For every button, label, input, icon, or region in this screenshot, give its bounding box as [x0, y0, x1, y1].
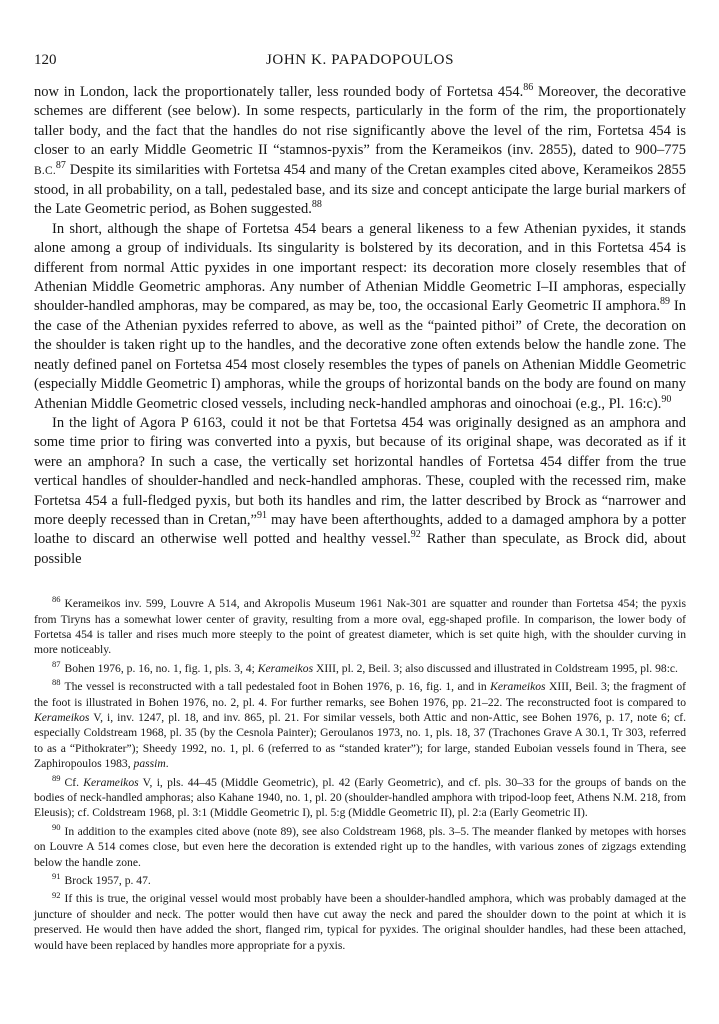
footnote-text: If this is true, the original vessel would most probably have been a shoulder-handled amphora, which was probably damaged at the juncture of shoulder and neck. The potter would then have cut away the neck and pared the shoulder down to the point at which it is preserved. He would then have added the short, flanged rim, typical for pyxides. The original shoulder handles, had these been attached, would have been replaced by handles more appropriate for a pyxis.: [34, 892, 686, 952]
footnote-text: V, i, pls. 44–45 (Middle Geometric), pl. 42 (Early Geometric), and cf. pls. 30–33 for the groups of bands on the bodies of neck-handled amphoras; also Kahane 1940, no. 1, pl. 20 (shoulder-handled amphora with tripod-loop feet, Athens N.M. 218, from Eleusis); cf. Coldstream 1968, pl. 3:1 (Middle Geometric I), pl. 5:g (Middle Geometric II), pl. 2:a (Early Geometric II).: [34, 775, 687, 820]
footnote-87: [34, 658, 686, 676]
footnote-number: 90: [52, 821, 61, 832]
italic-title: Kerameikos: [83, 775, 139, 789]
footnote-number: 86: [52, 594, 61, 605]
footnote-number: 91: [52, 871, 61, 882]
text-run: Moreover, the decorative schemes are different (see below). In some respects, particularly in the form of the rim, the proportionately taller body, and the fact that the handles do not rise significantly above the level of the rim, Fortetsa 454 is closer to an early Middle Geometric II “stamnos-pyxis” from the Kerameikos (inv. 2855), dated to 900–775: [34, 84, 686, 159]
footnote-91: [34, 873, 686, 888]
page: [34, 52, 686, 956]
note-ref-88[interactable]: 88: [311, 199, 322, 211]
footnote-text: XIII, Beil. 3; the fragment of the foot is illustrated in Bohen 1976, no. 2, pl. 4. For further remarks, see Bohen 1976, pp. 21–22. The reconstructed foot is compared to: [34, 680, 687, 709]
note-ref-92[interactable]: 92: [410, 529, 421, 541]
footnote-86: [34, 596, 686, 658]
text-run: may have been afterthoughts, added to a damaged amphora by a potter loathe to discard an otherwise well potted and healthy vessel.: [34, 511, 686, 548]
text-run: Despite its similarities with Fortetsa 454 and many of the Cretan examples cited above, Kerameikos 2855 stood, in all probability, on a tall, pedestaled base, and its size and concept anticipate the large burial markers of the Late Geometric period, as Bohen suggested.: [34, 161, 686, 218]
text-run: In short, although the shape of Fortetsa 454 bears a general likeness to a few Athenian pyxides, it stands alone among a group of individuals. Its singularity is bolstered by its decoration, and in this Fortetsa 454 is different from normal Attic pyxides in one important respect: its decoration more closely resembles that of Athenian Middle Geometric amphoras. Any number of Athenian Middle Geometric I–II amphoras, especially shoulder-handled amphoras, may be compared, as may be, too, the occasional Early Geometric II amphora.: [34, 220, 686, 315]
paragraph: [34, 414, 686, 569]
footnote-90: [34, 821, 686, 870]
note-ref-86[interactable]: 86: [523, 82, 534, 94]
paragraph: [34, 83, 686, 220]
note-ref-90[interactable]: 90: [661, 393, 672, 405]
body-text: [34, 83, 686, 569]
italic-title: Kerameikos: [257, 661, 314, 675]
footnote-text: Brock 1957, p. 47.: [64, 874, 151, 888]
footnote-number: 87: [52, 658, 61, 669]
text-run: Rather than speculate, as Brock did, about possible: [34, 531, 686, 567]
italic-title: Kerameikos: [34, 711, 90, 724]
footnote-text: The vessel is reconstructed with a tall pedestaled foot in Bohen 1976, p. 16, fig. 1, and in: [64, 680, 491, 694]
note-ref-91[interactable]: 91: [256, 510, 267, 522]
footnote-text: XIII, pl. 2, Beil. 3; also discussed and illustrated in Coldstream 1995, pl. 98:c.: [313, 661, 678, 675]
text-run: In the case of the Athenian pyxides referred to above, as well as the “painted pithoi” of Crete, the decoration on the shoulder is taken right up to the handles, and the decorative zone often extends below the handle zone. The neatly defined panel on Fortetsa 454 most closely resembles the types of panels on Athenian Middle Geometric (especially Middle Geometric I) amphoras, while the groups of horizontal bands on the body are found on many Athenian Middle Geometric closed vessels, including neck-handled amphoras and oinochoai (e.g., Pl. 16:c).: [34, 298, 686, 412]
running-title: JOHN K. PAPADOPOULOS: [265, 52, 455, 68]
footnotes: [34, 596, 686, 953]
footnote-text: Cf.: [64, 775, 84, 789]
note-ref-87[interactable]: 87: [55, 159, 66, 171]
footnote-number: 88: [52, 677, 61, 688]
era-abbreviation: B.C.: [34, 164, 56, 177]
footnote-92: [34, 891, 686, 953]
paragraph: [34, 220, 686, 414]
footnote-text: V, i, inv. 1247, pl. 18, and inv. 865, pl. 21. For similar vessels, both Attic and non-Attic, see Bohen 1976, p. 17, note 6; cf. especially Coldstream 1968, pl. 35 (by the Cesnola Painter); Geroulanos 1973, no. 1, pls. 18, 37 (Trachones Grave A 30.1, Tr 303, referred to as a “Pithokrater”); Sheedy 1992, no. 1, pl. 6 (referred to as “standed krater”); for large, standed Euboian vessels found in Thera, see Zaphiropoulos 1983,: [34, 711, 686, 771]
running-head: [34, 52, 686, 74]
text-run: now in London, lack the proportionately taller, less rounded body of Fortetsa 454.: [34, 84, 524, 100]
italic-title: Kerameikos: [490, 680, 546, 694]
footnote-text: Bohen 1976, p. 16, no. 1, fig. 1, pls. 3, 4;: [64, 661, 258, 675]
footnote-88: [34, 679, 686, 771]
footnote-89: [34, 772, 687, 821]
note-ref-89[interactable]: 89: [660, 296, 671, 308]
footnote-text: In addition to the examples cited above (note 89), see also Coldstream 1968, pls. 3–5. The meander flanked by metopes with horses on Louvre A 514 comes close, but even here the decoration is extended right up to the handles, with various zones of zigzags extending below the handle zone.: [34, 824, 686, 869]
text-run: In the light of Agora P 6163, could it not be that Fortetsa 454 was originally designed as an amphora and some time prior to firing was converted into a pyxis, but because of its original shape, was decorated as if it were an amphora? In such a case, the vertically set horizontal handles of Fortetsa 454 differ from the true vertical handles of shoulder-handled and neck-handled amphoras. These, coupled with the recessed rim, make Fortetsa 454 a full-fledged pyxis, but both its handles and rim, the latter described by Brock as “narrower and more deeply recessed than in Cretan,”: [34, 414, 686, 528]
page-number: 120: [34, 52, 57, 68]
footnote-number: 89: [52, 772, 61, 783]
footnote-text: .: [165, 757, 169, 771]
italic-term: passim: [133, 757, 166, 771]
footnote-number: 92: [52, 889, 61, 900]
footnote-text: Kerameikos inv. 599, Louvre A 514, and Akropolis Museum 1961 Nak-301 are squatter and rounder than Fortetsa 454; the pyxis from Tiryns has a somewhat lower center of gravity, resulting from a more oval, egg-shaped profile. In comparison, the lower body of Fortetsa 454 is taller and rises much more steeply to the point of greatest diameter, which is set quite high, with the shoulder curving in more noticeably.: [34, 597, 686, 657]
